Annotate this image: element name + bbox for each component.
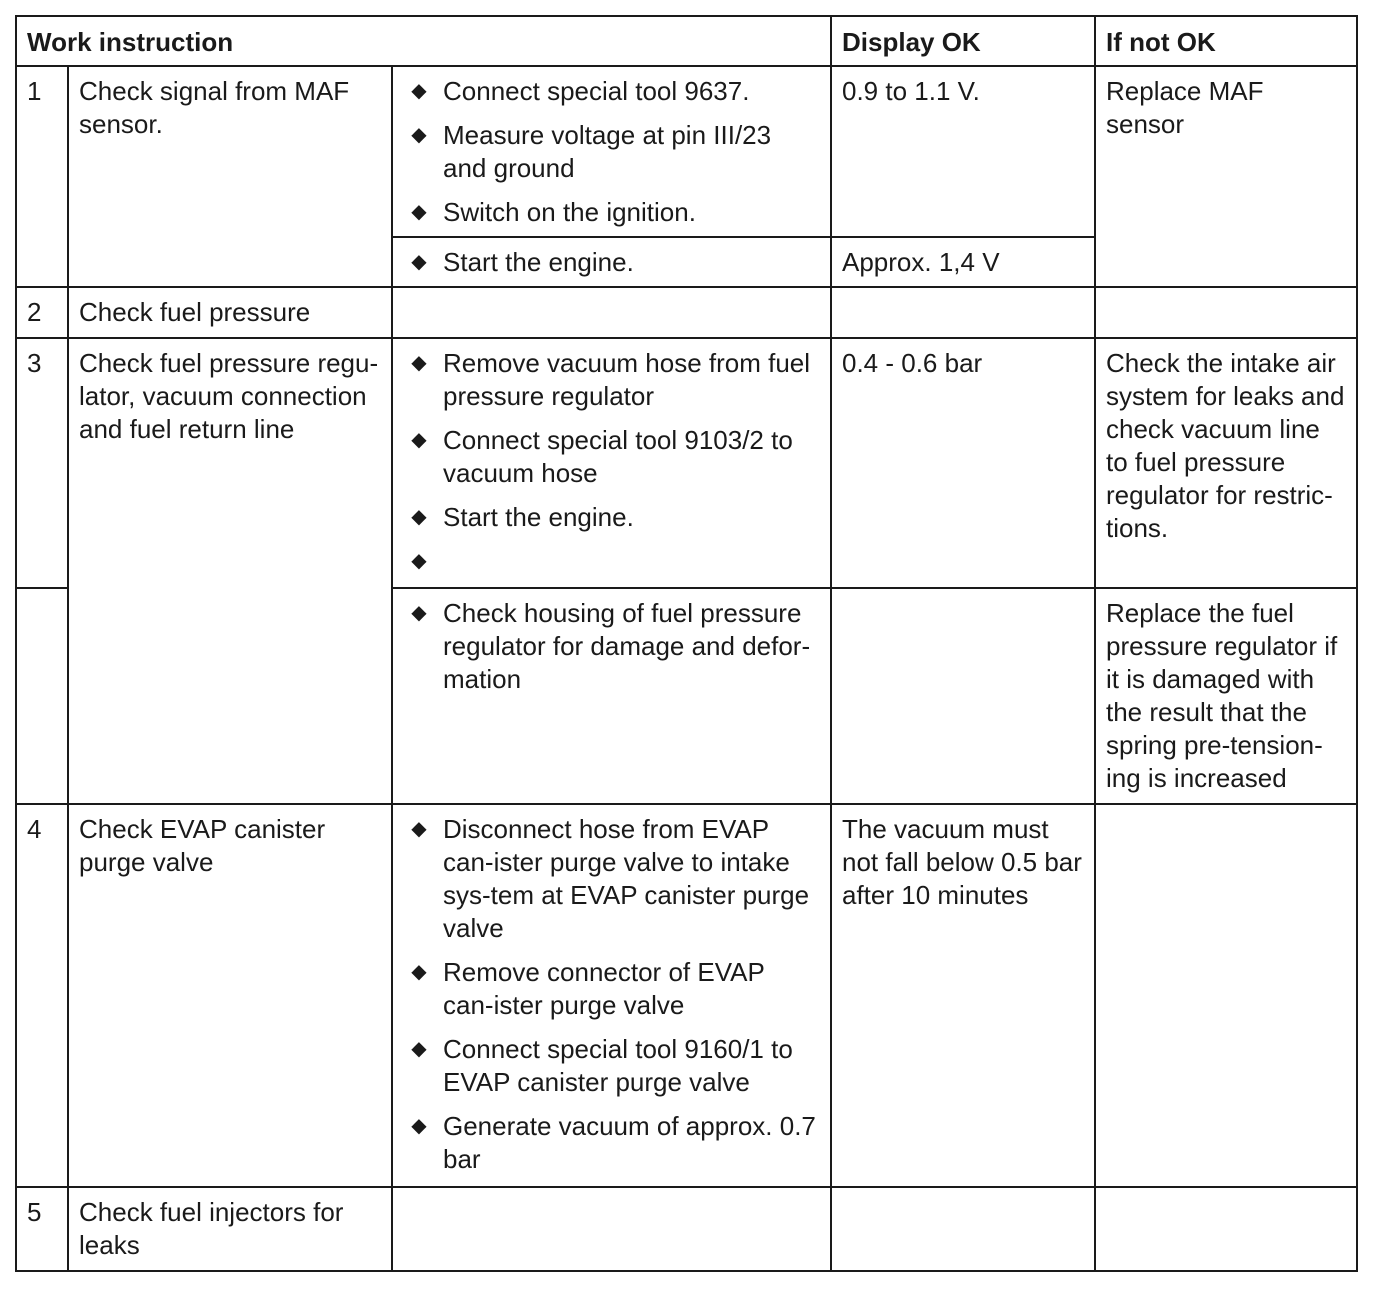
check-description: Check fuel injectors for leaks: [68, 1187, 392, 1271]
step-list: [403, 813, 820, 1176]
if-not-ok-action: [1095, 1187, 1357, 1271]
list-item: ◆ Disconnect hose from EVAP can-ister purge valve to intake sys-tem at EVAP canister purge valve: [403, 813, 820, 945]
check-description: Check signal from MAF sensor.: [68, 66, 392, 287]
if-not-ok-action: Replace MAF sensor: [1095, 66, 1357, 287]
display-ok-header: Display OK: [831, 16, 1095, 66]
table-row: [16, 1187, 1357, 1271]
list-item: ◆ Connect special tool 9160/1 to EVAP canister purge valve: [403, 1033, 820, 1099]
step-number: 4: [16, 804, 68, 1187]
display-ok-value: [831, 287, 1095, 338]
table-row: [16, 66, 1357, 237]
step-number: 1: [16, 66, 68, 287]
step-number: 3: [16, 338, 68, 588]
if-not-ok-action: [1095, 804, 1357, 1187]
step-list-cell: [392, 237, 831, 287]
list-item: ◆ Remove vacuum hose from fuel pressure regulator: [403, 347, 820, 413]
step-list-cell: [392, 338, 831, 588]
list-item: ◆ Generate vacuum of approx. 0.7 bar: [403, 1110, 820, 1176]
diamond-bullet-icon: ◆: [411, 251, 427, 273]
display-ok-value: Approx. 1,4 V: [831, 237, 1095, 287]
if-not-ok-action: Replace the fuel pressure regulator if it is damaged with the result that the spring pre-tension-ing is increased: [1095, 588, 1357, 804]
list-item: ◆ Remove connector of EVAP can-ister purge valve: [403, 956, 820, 1022]
diamond-bullet-icon: ◆: [411, 80, 427, 102]
step-number: 5: [16, 1187, 68, 1271]
if-not-ok-action: Check the intake air system for leaks and check vacuum line to fuel pressure regulator for restric-tions.: [1095, 338, 1357, 588]
display-ok-value: 0.9 to 1.1 V.: [831, 66, 1095, 237]
step-list: [403, 75, 820, 229]
step-list: [403, 347, 820, 578]
step-list-cell: [392, 588, 831, 804]
diamond-bullet-icon: ◆: [411, 201, 427, 223]
diamond-bullet-icon: ◆: [411, 506, 427, 528]
diamond-bullet-icon: ◆: [411, 818, 427, 840]
diamond-bullet-icon: ◆: [411, 124, 427, 146]
table-row: [16, 287, 1357, 338]
step-list: [403, 246, 820, 279]
diamond-bullet-icon: ◆: [411, 550, 427, 572]
display-ok-value: The vacuum must not fall below 0.5 bar after 10 minutes: [831, 804, 1095, 1187]
step-number: [16, 588, 68, 804]
work-instruction-table: [15, 15, 1358, 1272]
check-description: Check fuel pressure regu-lator, vacuum connection and fuel return line: [68, 338, 392, 804]
display-ok-value: [831, 588, 1095, 804]
diamond-bullet-icon: ◆: [411, 352, 427, 374]
step-number: 2: [16, 287, 68, 338]
step-list-cell: [392, 66, 831, 237]
list-item: ◆ Connect special tool 9637.: [403, 75, 820, 108]
list-item: ◆ Start the engine.: [403, 501, 820, 534]
diamond-bullet-icon: ◆: [411, 602, 427, 624]
step-list-cell: [392, 1187, 831, 1271]
table-row: [16, 338, 1357, 588]
check-description: Check fuel pressure: [68, 287, 392, 338]
step-list-cell: [392, 287, 831, 338]
list-item: ◆ Switch on the ignition.: [403, 196, 820, 229]
display-ok-value: [831, 1187, 1095, 1271]
if-not-ok-action: [1095, 287, 1357, 338]
list-item: ◆ Start the engine.: [403, 246, 820, 279]
diamond-bullet-icon: ◆: [411, 961, 427, 983]
step-list: [403, 597, 820, 696]
list-item: ◆ Connect special tool 9103/2 to vacuum hose: [403, 424, 820, 490]
diamond-bullet-icon: ◆: [411, 429, 427, 451]
diamond-bullet-icon: ◆: [411, 1038, 427, 1060]
list-item: [403, 545, 820, 578]
check-description: Check EVAP canister purge valve: [68, 804, 392, 1187]
work-instruction-header: Work instruction: [16, 16, 831, 66]
list-item: ◆ Check housing of fuel pressure regulator for damage and defor-mation: [403, 597, 820, 696]
display-ok-value: 0.4 - 0.6 bar: [831, 338, 1095, 588]
header-row: [16, 16, 1357, 66]
list-item: ◆ Measure voltage at pin III/23 and ground: [403, 119, 820, 185]
if-not-ok-header: If not OK: [1095, 16, 1357, 66]
step-list-cell: [392, 804, 831, 1187]
table-row: [16, 804, 1357, 1187]
diamond-bullet-icon: ◆: [411, 1115, 427, 1137]
